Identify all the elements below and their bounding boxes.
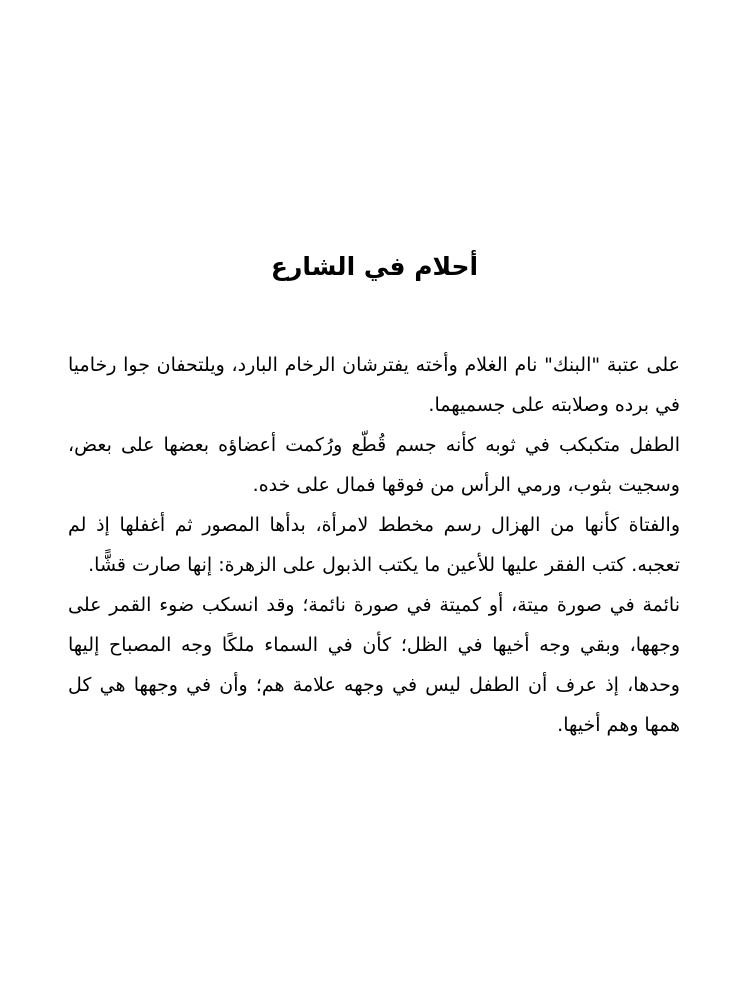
- paragraph-3: والفتاة كأنها من الهزال رسم مخطط لامرأة، بدأها المصور ثم أغفلها إذ لم تعجبه. كتب الفقر عليها للأعين ما يكتب الذبول على الزهرة: إنها صارت قشًّا.: [68, 514, 680, 576]
- document-body: [68, 345, 680, 745]
- document-title: أحلام في الشارع: [270, 252, 479, 281]
- paragraph-1: على عتبة "البنك" نام الغلام وأخته يفترشان الرخام البارد، ويلتحفان جوا رخاميا في برده وصلابته على جسميهما.: [68, 354, 680, 416]
- paragraph-2: الطفل متكبكب في ثوبه كأنه جسم قُطّع ورُكمت أعضاؤه بعضها على بعض، وسجيت بثوب، ورمي الرأس من فوقها فمال على خده.: [68, 434, 680, 496]
- paragraph-4: نائمة في صورة ميتة، أو كميتة في صورة نائمة؛ وقد انسكب ضوء القمر على وجهها، وبقي وجه أخيها في الظل؛ كأن في السماء ملكًا وجه المصباح إليها وحدها، إذ عرف أن الطفل ليس في وجهه علامة هم؛ وأن في وجهها هي كل همها وهم أخيها.: [68, 594, 680, 736]
